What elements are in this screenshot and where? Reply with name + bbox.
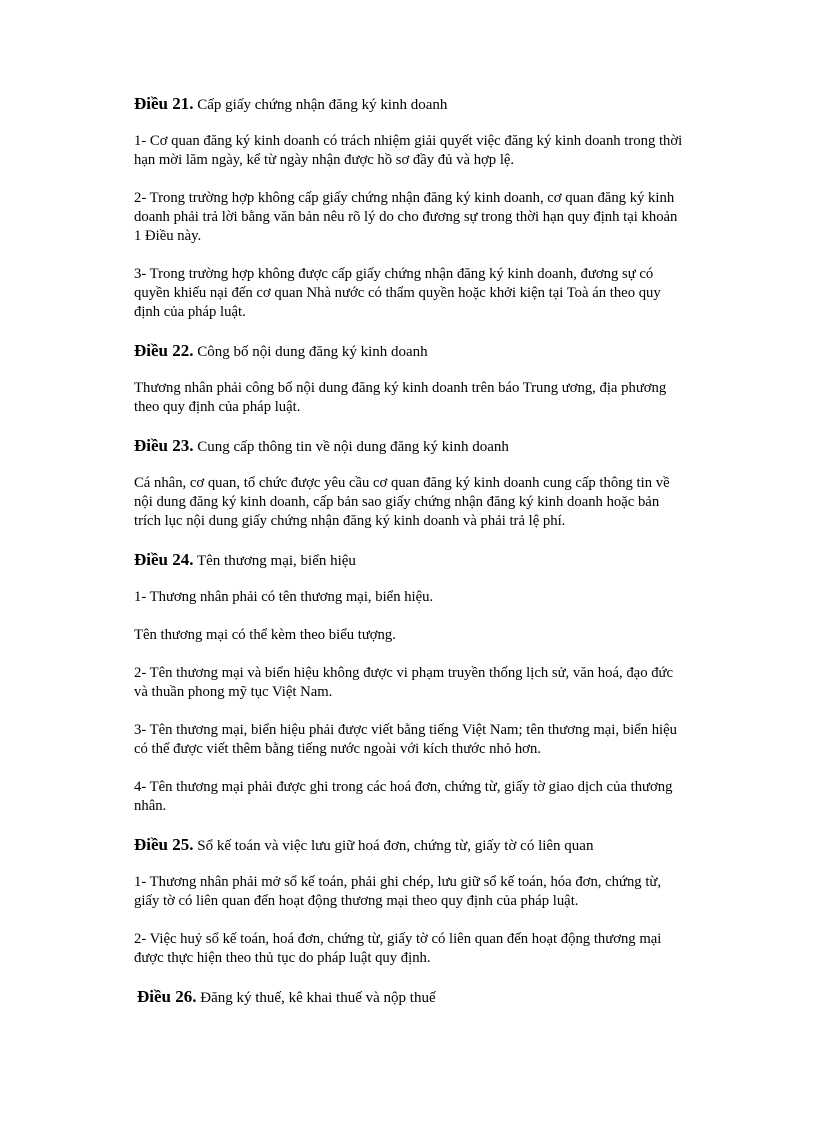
article-title: Sổ kế toán và việc lưu giữ hoá đơn, chứng từ, giấy tờ có liên quan <box>197 838 594 854</box>
text-line: định của pháp luật. <box>134 304 246 320</box>
text-line: Tên thương mại có thể kèm theo biểu tượng. <box>134 627 396 643</box>
text-line: theo quy định của pháp luật. <box>134 399 301 415</box>
text-line: 3- Trong trường hợp không được cấp giấy chứng nhận đăng ký kinh doanh, đương sự có <box>134 266 654 282</box>
text-line: Cá nhân, cơ quan, tổ chức được yêu cầu cơ quan đăng ký kinh doanh cung cấp thông tin về <box>134 475 670 491</box>
article-number: Điều 21. <box>134 94 194 113</box>
text-line: trích lục nội dung giấy chứng nhận đăng ký kinh doanh và phải trả lệ phí. <box>134 513 566 529</box>
article-title: Tên thương mại, biển hiệu <box>196 553 356 569</box>
article-24-paragraph-4 <box>134 721 694 759</box>
text-line: 4- Tên thương mại phải được ghi trong các hoá đơn, chứng từ, giấy tờ giao dịch của thương <box>134 779 673 795</box>
text-line: có thể được viết thêm bằng tiếng nước ngoài với kích thước nhỏ hơn. <box>134 741 541 757</box>
text-line: 2- Trong trường hợp không cấp giấy chứng nhận đăng ký kinh doanh, cơ quan đăng ký kinh <box>134 190 675 206</box>
text-line: 1- Cơ quan đăng ký kinh doanh có trách nhiệm giải quyết việc đăng ký kinh doanh trong thời <box>134 133 683 149</box>
text-line: được thực hiện theo thủ tục do pháp luật quy định. <box>134 950 431 966</box>
article-title: Cấp giấy chứng nhận đăng ký kinh doanh <box>197 97 448 113</box>
text-line: 2- Việc huỷ sổ kế toán, hoá đơn, chứng từ, giấy tờ có liên quan đến hoạt động thương mại <box>134 931 662 947</box>
article-title: Cung cấp thông tin về nội dung đăng ký kinh doanh <box>197 439 509 455</box>
text-line: giấy tờ có liên quan đến hoạt động thương mại theo quy định của pháp luật. <box>134 893 579 909</box>
text-line: hạn mời lăm ngày, kể từ ngày nhận được hồ sơ đầy đủ và hợp lệ. <box>134 152 515 168</box>
article-23-heading <box>134 436 694 457</box>
article-number: Điều 23. <box>134 436 194 455</box>
article-21-paragraph-1 <box>134 132 694 170</box>
article-21-paragraph-2 <box>134 189 694 246</box>
text-line: 3- Tên thương mại, biển hiệu phải được viết bằng tiếng Việt Nam; tên thương mại, biển hiệu <box>134 722 677 738</box>
text-line: 1 Điều này. <box>134 228 202 244</box>
text-line: quyền khiếu nại đến cơ quan Nhà nước có thẩm quyền hoặc khởi kiện tại Toà án theo quy <box>134 285 661 301</box>
text-line: nội dung đăng ký kinh doanh, cấp bản sao giấy chứng nhận đăng ký kinh doanh hoặc bản <box>134 494 660 510</box>
article-24-paragraph-5 <box>134 778 694 816</box>
article-number: Điều 22. <box>134 341 194 360</box>
article-22-paragraph-1 <box>134 379 694 417</box>
article-25-heading <box>134 835 694 856</box>
article-24-heading <box>134 550 694 571</box>
article-22-heading <box>134 341 694 362</box>
article-number: Điều 24. <box>134 550 194 569</box>
article-title: Công bố nội dung đăng ký kinh doanh <box>197 344 428 360</box>
article-23-paragraph-1 <box>134 474 694 531</box>
article-24-paragraph-2 <box>134 626 694 645</box>
article-title: Đăng ký thuế, kê khai thuế và nộp thuế <box>200 990 436 1006</box>
text-line: nhân. <box>134 798 167 814</box>
text-line: doanh phải trả lời bằng văn bản nêu rõ lý do cho đương sự trong thời hạn quy định tại khoản <box>134 209 678 225</box>
article-24-paragraph-1 <box>134 588 694 607</box>
article-25-paragraph-2 <box>134 930 694 968</box>
article-21-paragraph-3 <box>134 265 694 322</box>
article-25-paragraph-1 <box>134 873 694 911</box>
article-24-paragraph-3 <box>134 664 694 702</box>
article-21-heading <box>134 94 694 115</box>
text-line: 1- Thương nhân phải mở sổ kế toán, phải ghi chép, lưu giữ sổ kế toán, hóa đơn, chứng từ, <box>134 874 662 890</box>
text-line: và thuần phong mỹ tục Việt Nam. <box>134 684 333 700</box>
text-line: 1- Thương nhân phải có tên thương mại, biển hiệu. <box>134 589 434 605</box>
document-body <box>134 94 694 1008</box>
article-26-heading <box>137 987 694 1008</box>
article-number: Điều 25. <box>134 835 194 854</box>
article-number: Điều 26. <box>137 987 197 1006</box>
text-line: 2- Tên thương mại và biển hiệu không được vi phạm truyền thống lịch sử, văn hoá, đạo đức <box>134 665 674 681</box>
text-line: Thương nhân phải công bố nội dung đăng ký kinh doanh trên báo Trung ương, địa phương <box>134 380 667 396</box>
